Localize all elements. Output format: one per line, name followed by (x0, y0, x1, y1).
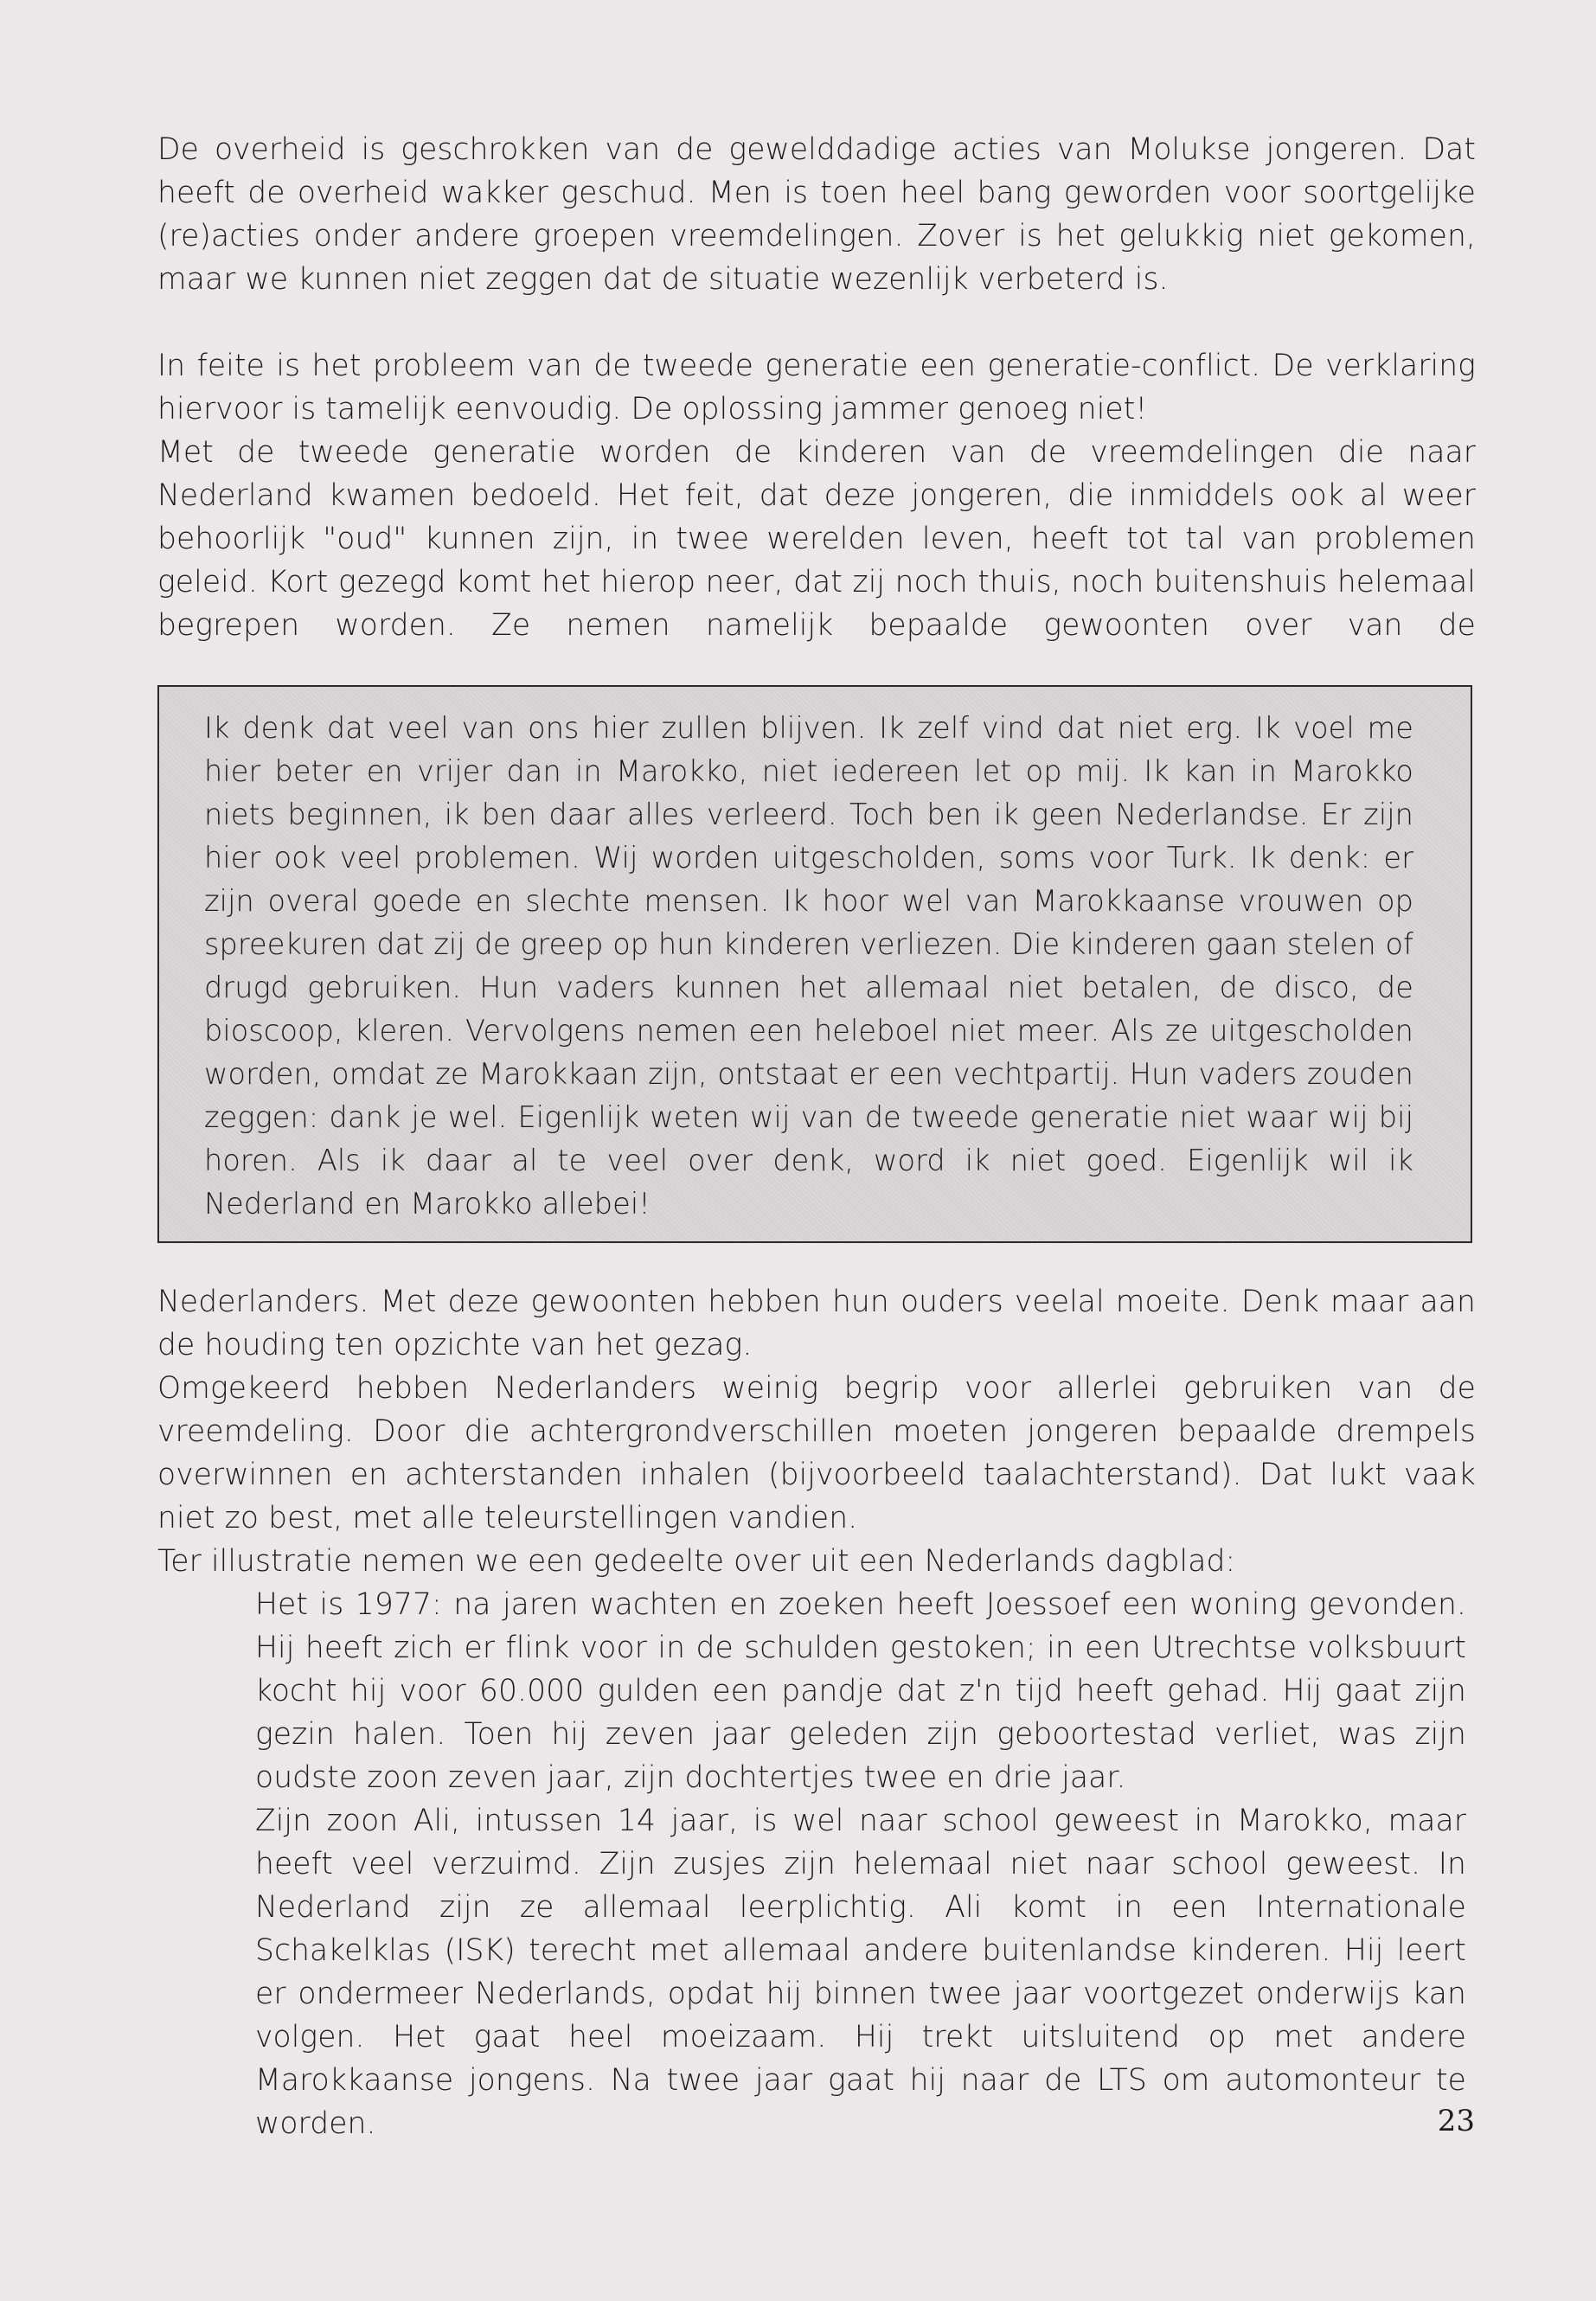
paragraph-block-1 (157, 128, 1476, 301)
paragraph: De overheid is geschrokken van de gewelddadige acties van Molukse jongeren. Dat heeft de overheid wakker geschud. Men is toen heel bang geworden voor soortgelijke (re)acties onder andere groepen vreemdelingen. Zover is het gelukkig niet gekomen, maar we kunnen niet zeggen dat de situatie wezenlijk verbeterd is. (157, 132, 1476, 297)
page-number: 23 (1437, 2104, 1475, 2138)
quote-text: Ik denk dat veel van ons hier zullen blijven. Ik zelf vind dat niet erg. Ik voel me hier beter en vrijer dan in Marokko, niet iedereen let op mij. Ik kan in Marokko niets beginnen, ik ben daar alles verleerd. Toch ben ik geen Nederlandse. Er zijn hier ook veel problemen. Wij worden uitgescholden, soms voor Turk. Ik denk: er zijn overal goede en slechte mensen. Ik hoor wel van Marokkaanse vrouwen op spreekuren dat zij de greep op hun kinderen verliezen. Die kinderen gaan stelen of drugd gebruiken. Hun vaders kunnen het allemaal niet betalen, de disco, de bioscoop, kleren. Vervolgens nemen een heleboel niet meer. Als ze uitgescholden worden, omdat ze Marokkaan zijn, ontstaat er een vechtpartij. Hun vaders zouden zeggen: dank je wel. Eigenlijk weten wij van de tweede generatie niet waar wij bij horen. Als ik daar al te veel over denk, word ik niet goed. Eigenlijk wil ik Nederland en Marokko allebei! (204, 711, 1413, 1221)
paragraph: In feite is het probleem van de tweede generatie een generatie-conflict. De verklaring hiervoor is tamelijk eenvoudig. De oplossing jammer genoeg niet! (157, 349, 1476, 426)
paragraph: Het is 1977: na jaren wachten en zoeken heeft Joessoef een woning gevonden. Hij heeft zich er flink voor in de schulden gestoken; in een Utrechtse volksbuurt kocht hij voor 60.000 gulden een pandje dat z'n tijd heeft gehad. Hij gaat zijn gezin halen. Toen hij zeven jaar geleden zijn geboortestad verliet, was zijn oudste zoon zeven jaar, zijn dochtertjes twee en drie jaar. (255, 1587, 1466, 1795)
paragraph: Met de tweede generatie worden de kinderen van de vreemdelingen die naar Nederland kwamen bedoeld. Het feit, dat deze jongeren, die inmiddels ook al weer behoorlijk "oud" kunnen zijn, in twee werelden leven, heeft tot tal van problemen geleid. Kort gezegd komt het hierop neer, dat zij noch thuis, noch buitenshuis helemaal begrepen worden. Ze nemen namelijk bepaalde gewoonten over van de (157, 435, 1476, 643)
paragraph: Omgekeerd hebben Nederlanders weinig begrip voor allerlei gebruiken van de vreemdeling. Door die achtergrondverschillen moeten jongeren bepaalde drempels overwinnen en achterstanden inhalen (bijvoorbeeld taalachterstand). Dat lukt vaak niet zo best, met alle teleurstellingen vandien. (157, 1371, 1476, 1535)
quote-box (157, 685, 1472, 1243)
paragraph: Ter illustratie nemen we een gedeelte over uit een Nederlands dagblad: (157, 1544, 1236, 1579)
newspaper-excerpt (255, 1583, 1466, 2145)
paragraph: Nederlanders. Met deze gewoonten hebben hun ouders veelal moeite. Denk maar aan de houding ten opzichte van het gezag. (157, 1285, 1476, 1362)
paragraph-block-3 (157, 1280, 1476, 1583)
paragraph: Zijn zoon Ali, intussen 14 jaar, is wel naar school geweest in Marokko, maar heeft veel verzuimd. Zijn zusjes zijn helemaal niet naar school geweest. In Nederland zijn ze allemaal leerplichtig. Ali komt in een Internationale Schakelklas (ISK) terecht met allemaal andere buitenlandse kinderen. Hij leert er ondermeer Nederlands, opdat hij binnen twee jaar voortgezet onderwijs kan volgen. Het gaat heel moeizaam. Hij trekt uitsluitend op met andere Marokkaanse jongens. Na twee jaar gaat hij naar de LTS om automonteur te worden. (255, 1804, 1466, 2141)
paragraph-block-2 (157, 344, 1476, 647)
